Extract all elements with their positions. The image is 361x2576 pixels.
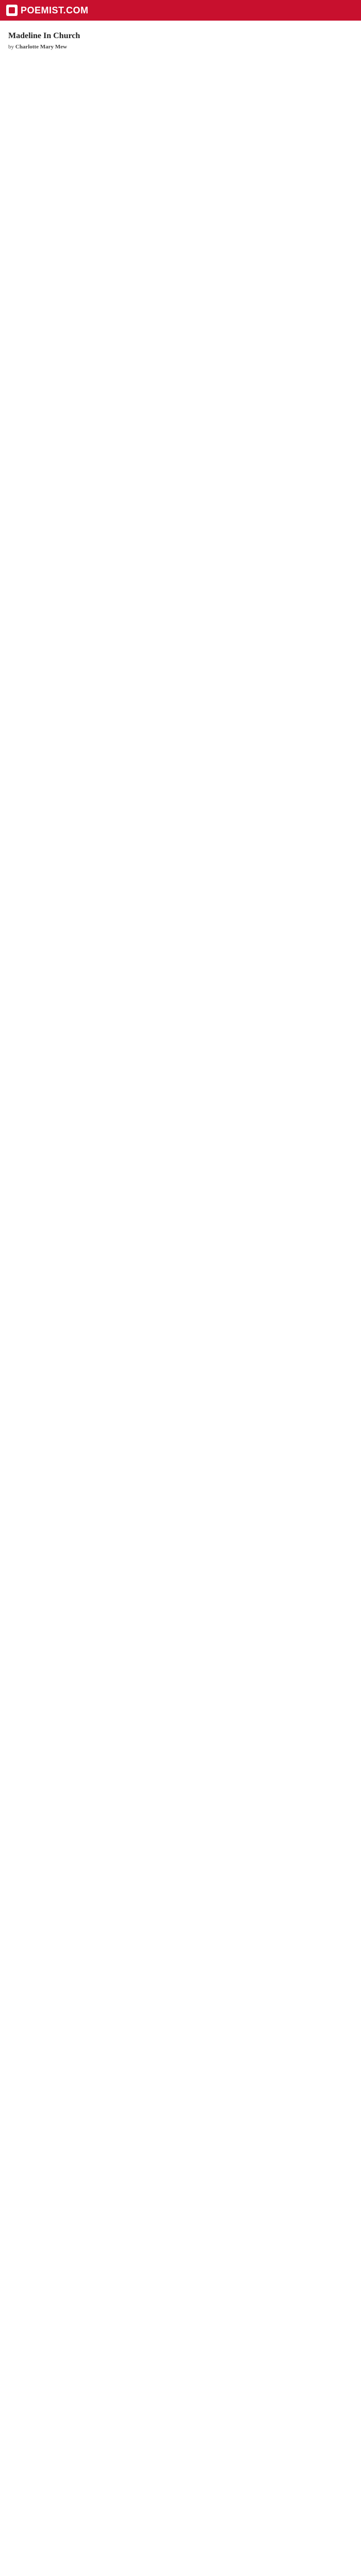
site-header	[0, 0, 361, 21]
poem-byline	[8, 43, 353, 50]
poem-title: Madeline In Church	[8, 31, 80, 40]
poem-author[interactable]: Charlotte Mary Mew	[15, 44, 67, 50]
byline-prefix: by	[8, 44, 14, 50]
poemist-logo-icon	[6, 5, 18, 16]
poem-content	[0, 21, 361, 2576]
site-brand: POEMIST.COM	[21, 5, 89, 15]
site-logo[interactable]	[6, 5, 89, 16]
